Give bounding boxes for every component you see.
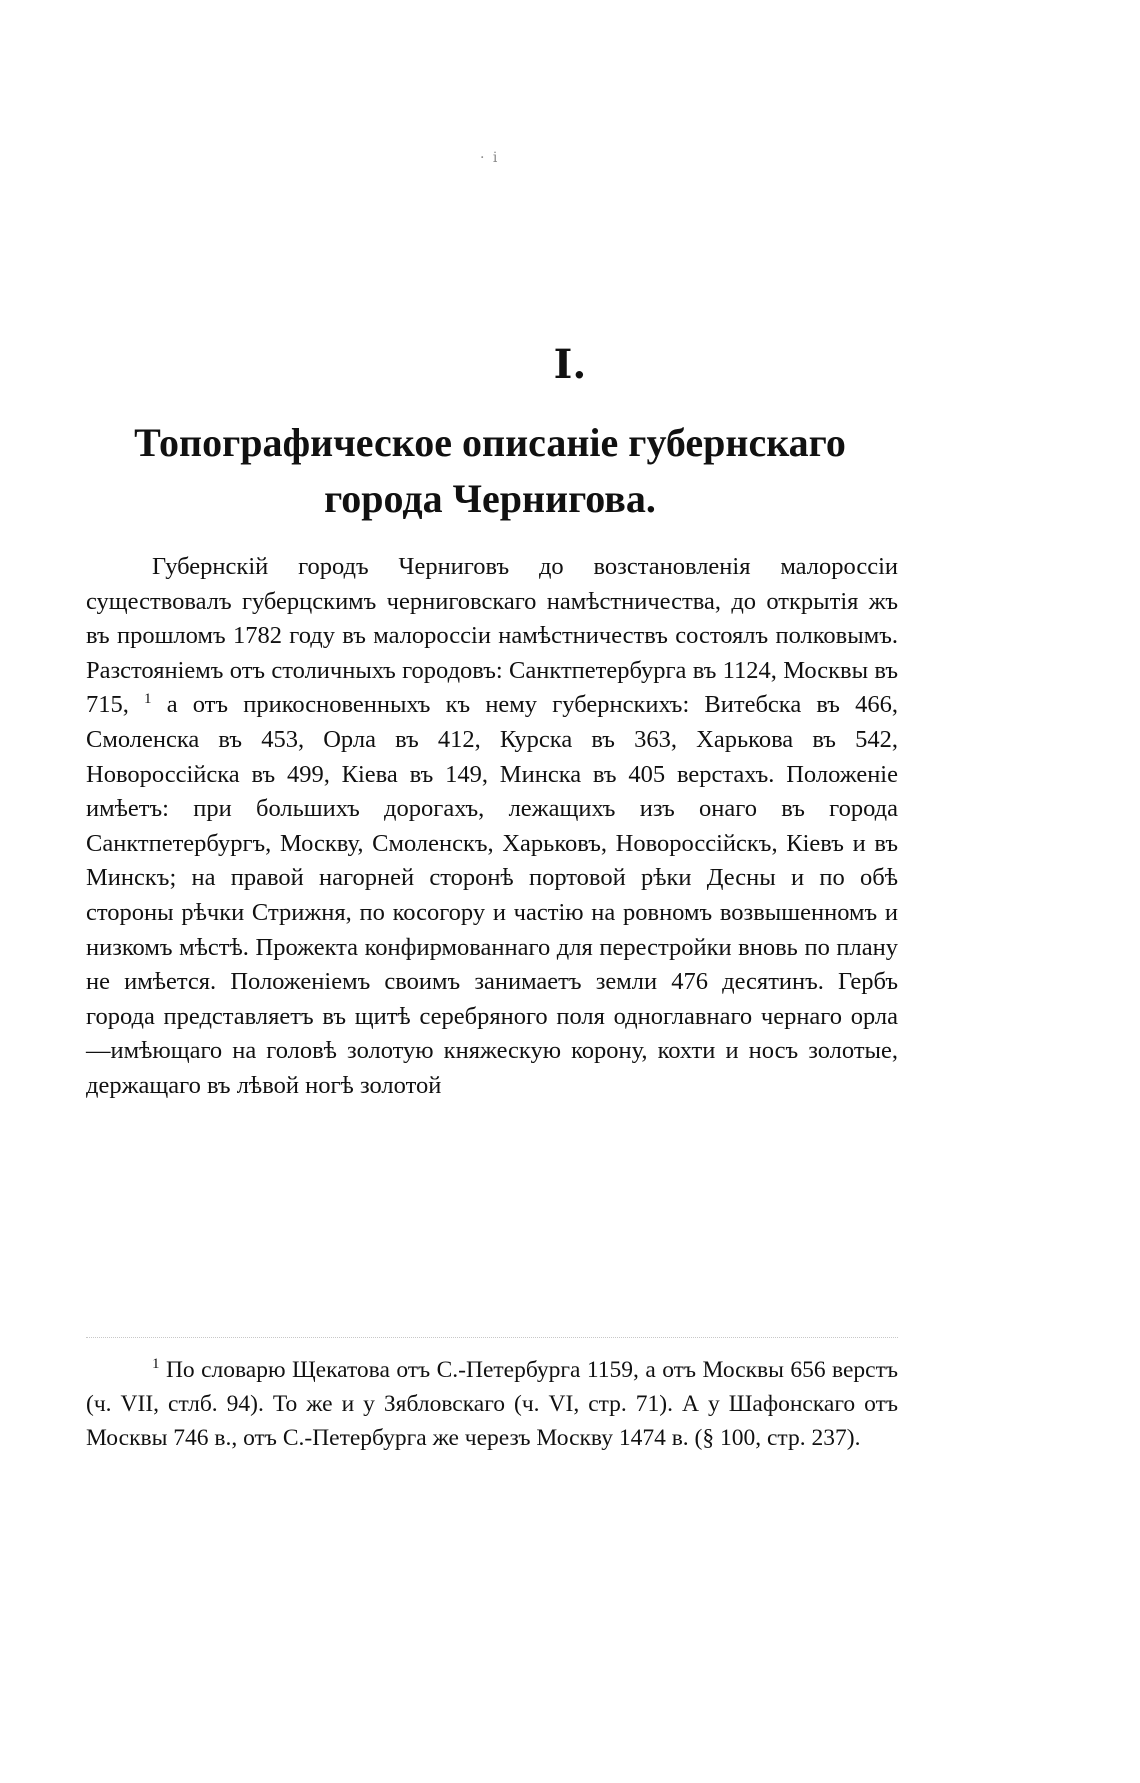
footnote [86, 1353, 898, 1455]
chapter-number: I. [553, 341, 587, 388]
body-text-part-1: Губернскій городъ Черниговъ до возстановленія малороссіи существовалъ губерцскимъ черниговскаго намѣстничества, до открытія жъ въ прошломъ 1782 году въ малороссіи намѣстничествъ состоялъ полковымъ. Разстояніемъ отъ столичныхъ городовъ: Санктпетербурга въ 1124, Москвы въ 715, [86, 553, 898, 719]
chapter-title: Топографическое описаніе губернскаго города Чернигова. [134, 420, 846, 521]
body-paragraph [86, 550, 898, 1104]
footnote-reference: 1 [144, 691, 152, 708]
body-text-part-2: а отъ прикосновенныхъ къ нему губернскихъ: Витебска въ 466, Смоленска въ 453, Орла въ 412, Курска въ 363, Харькова въ 542, Новороссійска въ 499, Кіева въ 149, Минска въ 405 верстахъ. Положеніе имѣетъ: при большихъ дорогахъ, лежащихъ изъ онаго въ города Санктпетербургъ, Москву, Смоленскъ, Харьковъ, Новороссійскъ, Кіевъ и въ Минскъ; на правой нагорней сторонѣ портовой рѣки Десны и по обѣ стороны рѣчки Стрижня, по косогору и частію на ровномъ возвышенномъ и низкомъ мѣстѣ. Прожекта конфирмованнаго для перестройки вновь по плану не имѣется. Положеніемъ своимъ занимаетъ земли 476 десятинъ. Гербъ города представляетъ въ щитѣ серебряного поля одноглавнаго чернаго орла—имѣющаго на головѣ золотую княжескую корону, кохти и носъ золотые, держащаго въ лѣвой ногѣ золотой [86, 691, 899, 1099]
footnote-text: По словарю Щекатова отъ С.-Петербурга 1159, а отъ Москвы 656 верстъ (ч. VII, стлб. 94). То же и у Зябловскаго (ч. VI, стр. 71). А у Шафонскаго отъ Москвы 746 в., отъ С.-Петербурга же черезъ Москву 1474 в. (§ 100, стр. 237). [86, 1357, 899, 1451]
page-mark: · i [480, 150, 500, 166]
footnote-marker: 1 [152, 1356, 160, 1372]
footnote-divider [86, 1337, 898, 1338]
